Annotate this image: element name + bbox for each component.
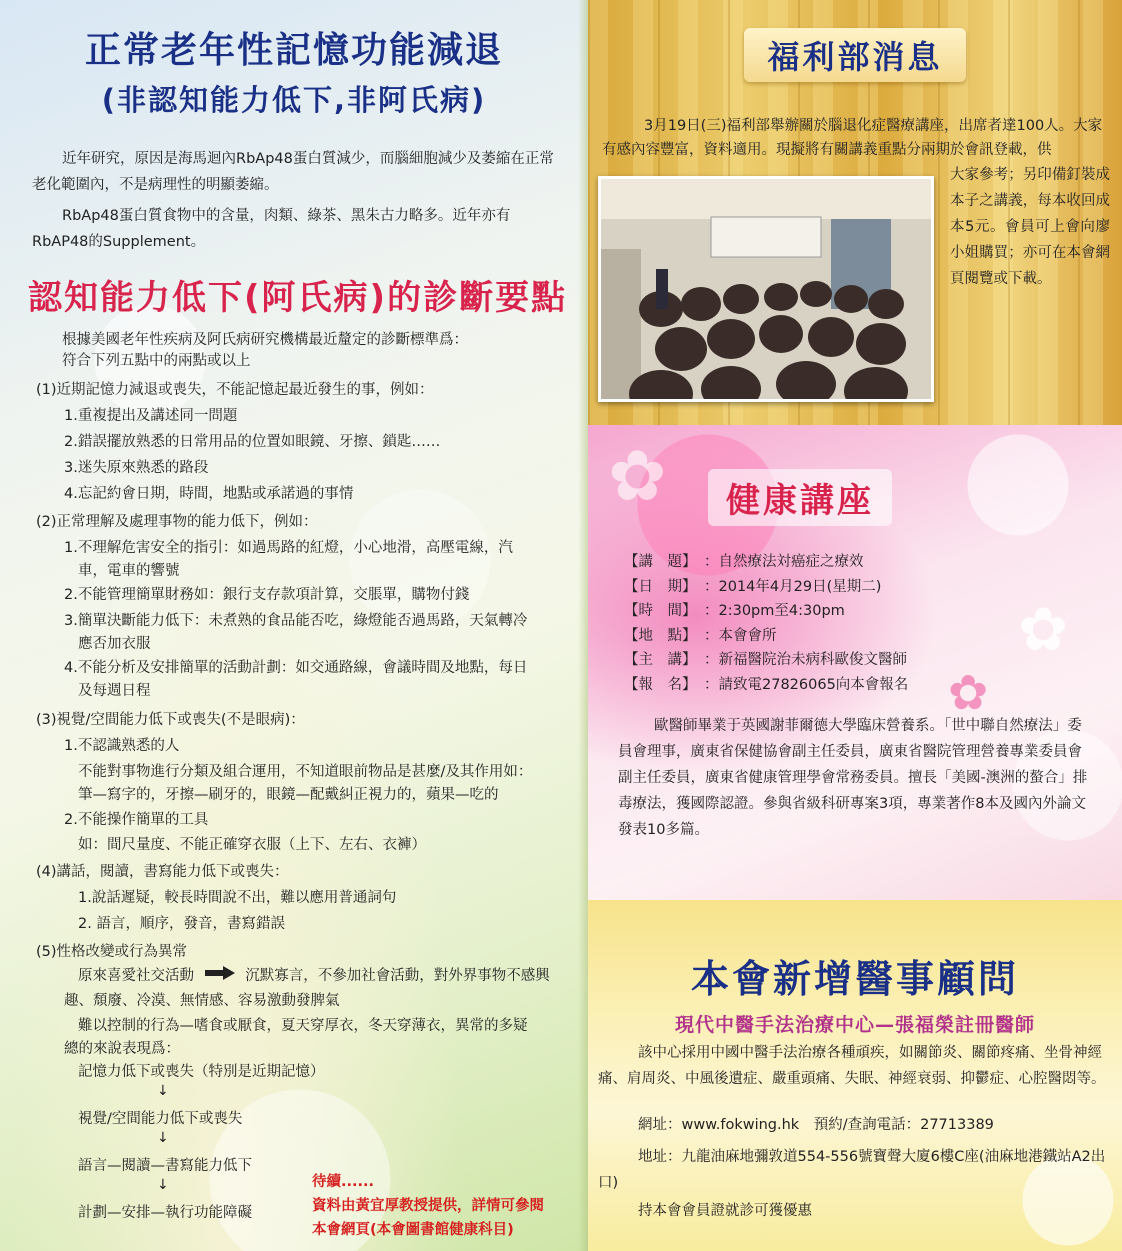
- list-item-text: 原來喜愛社交活動: [78, 968, 194, 984]
- colon-separator: ：: [704, 578, 719, 595]
- section-4: (4)講話，閱讀，書寫能力低下或喪失：: [36, 864, 289, 880]
- welfare-para: 3月19日(三)福利部舉辦關於腦退化症醫療講座，出席者達100人。大家有感內容豐富，資料適用。現擬將有關講義重點分兩期於會訊登載，供: [602, 118, 1103, 158]
- lecture-row: [624, 648, 907, 673]
- advisor-address: 地址：九龍油麻地彌敦道554-556號寶聲大廈6樓C座(油麻地港鐵站A2出口): [598, 1149, 1106, 1191]
- list-item: 2.不能管理簡單財務如：銀行支存款項計算，交脹單，購物付錢: [64, 587, 470, 603]
- lecture-row-value: 2014年4月29日(星期二): [718, 578, 882, 595]
- flow-step: 計劃—安排—執行功能障礙: [78, 1205, 252, 1221]
- colon-separator: ：: [704, 554, 719, 570]
- welfare-title: 福利部消息: [744, 28, 966, 82]
- lecture-row-value: 新福醫院治未病科歐俊文醫師: [718, 652, 907, 669]
- advisor-section: [588, 900, 1122, 1251]
- source-note: 資料由黃宜厚教授提供，詳情可參閱: [312, 1198, 544, 1214]
- lecture-row-label: 【講 題】: [624, 554, 697, 570]
- list-item: 車，電車的響號: [78, 563, 180, 579]
- lecture-section: [588, 425, 1122, 900]
- list-item: 難以控制的行為—嗜食或厭食，夏天穿厚衣，冬天穿薄衣，異常的多疑: [78, 1018, 528, 1034]
- list-item: 1.不理解危害安全的指引：如過馬路的紅燈，小心地滑，高壓電線，汽: [64, 540, 513, 556]
- lecture-row: [624, 673, 908, 698]
- list-item: 如：間尺量度、不能正確穿衣服（上下、左右、衣褲）: [78, 837, 426, 853]
- to-be-continued: 待續......: [312, 1174, 375, 1190]
- down-arrow-icon: ↓: [157, 1177, 169, 1193]
- section-1: (1)近期記憶力減退或喪失，不能記憶起最近發生的事，例如：: [36, 382, 434, 398]
- flow-step: 視覺/空間能力低下或喪失: [78, 1111, 243, 1127]
- colon-separator: ：: [704, 652, 719, 669]
- intro-line: 根據美國老年性疾病及阿氏病研究機構最近釐定的診斷標準爲：: [62, 332, 468, 348]
- list-item: 2.不能操作簡單的工具: [64, 812, 209, 828]
- intro-line: 符合下列五點中的兩點或以上: [62, 353, 251, 369]
- lecture-row-label: 【報 名】: [624, 677, 697, 693]
- list-item: 1.不認識熟悉的人: [64, 738, 180, 754]
- column-divider: [578, 0, 588, 1251]
- advisor-title: 本會新增醫事顧問: [690, 957, 1019, 1001]
- lecture-photo: [598, 176, 934, 402]
- memory-title: 正常老年性記憶功能減退: [84, 30, 503, 71]
- lecture-row-label: 【日 期】: [624, 578, 697, 595]
- lecture-row-value: 2:30pm至4:30pm: [718, 603, 845, 620]
- flower-icon: ✿: [1018, 595, 1069, 665]
- lecture-row-label: 【時 間】: [624, 603, 697, 620]
- list-item: 2.錯誤擺放熟悉的日常用品的位置如眼鏡、牙擦、鎖匙……: [64, 434, 441, 450]
- welfare-para: 大家參考；另印備釘裝成本子之講義，每本收回成本5元。會員可上會向廖小姐購買；亦可在本會網頁閱覽或下載。: [950, 167, 1110, 287]
- list-item: 3.迷失原來熟悉的路段: [64, 460, 209, 476]
- lecture-row-value: 自然療法対癌症之療效: [718, 554, 864, 570]
- flower-icon: ✿: [948, 665, 989, 721]
- flow-step: 記憶力低下或喪失（特別是近期記憶）: [78, 1064, 325, 1080]
- down-arrow-icon: ↓: [157, 1130, 169, 1146]
- member-discount: 持本會會員證就診可獲優惠: [638, 1203, 812, 1219]
- lecture-row: [624, 550, 864, 575]
- colon-separator: ：: [704, 603, 719, 620]
- list-item-text: 沉默寡言，不參加社會活動，對外界事物不感興: [245, 968, 550, 984]
- list-item: 1.說話遲疑，較長時間說不出，難以應用普通詞句: [78, 890, 397, 906]
- lecture-title: 健康講座: [708, 469, 892, 526]
- lecture-row-value: 本會會所: [718, 627, 777, 644]
- section-3: (3)視覺/空間能力低下或喪失(不是眼病)：: [36, 712, 305, 728]
- right-arrow-icon: [205, 963, 235, 989]
- flower-icon: ✿: [608, 435, 667, 517]
- lecture-row: [624, 599, 845, 624]
- lecture-row-label: 【地 點】: [624, 627, 697, 644]
- down-arrow-icon: ↓: [157, 1083, 169, 1099]
- para-rbap48: RbAp48蛋白質食物中的含量，肉類、綠茶、黑朱古力略多。近年亦有RbAP48的Supplement。: [32, 208, 511, 250]
- list-item: 總的來說表現爲：: [64, 1041, 180, 1057]
- welfare-section: [588, 0, 1122, 425]
- list-item: 4.不能分析及安排簡單的活動計劃：如交通路線，會議時間及地點，每日: [64, 660, 528, 676]
- list-item: 應否加衣服: [78, 636, 151, 652]
- lecture-row: [624, 575, 881, 600]
- advisor-website: 網址：www.fokwing.hk 預約/查詢電話：27713389: [638, 1117, 994, 1133]
- diagnosis-title: 認知能力低下(阿氏病)的診斷要點: [28, 278, 568, 318]
- lecture-row-label: 【主 講】: [624, 652, 697, 669]
- flow-step: 語言—閱讀—書寫能力低下: [78, 1158, 252, 1174]
- list-item: 趣、頹廢、冷漠、無情感、容易激動發脾氣: [64, 993, 340, 1009]
- list-item: 3.簡單決斷能力低下：未煮熟的食品能否吃，綠燈能否過馬路，天氣轉冷: [64, 613, 528, 629]
- speaker-bio: 歐醫師畢業于英國謝菲爾德大學臨床營養系。「世中聯自然療法」委員會理事，廣東省保健協會副主任委員，廣東省醫院管理營養專業委員會副主任委員，廣東省健康管理學會常務委員。擅長「美國-澳洲的螯合」排毒療法，獲國際認證。參與省級科研專案3項，專業著作8本及國內外論文發表10多篇。: [618, 718, 1088, 838]
- colon-separator: ：: [704, 677, 719, 693]
- advisor-para: 該中心採用中國中醫手法治療各種頑疾，如關節炎、關節疼痛、坐骨神經痛、肩周炎、中風後遺症、嚴重頭痛、失眠、神經衰弱、抑鬱症、心腔醫悶等。: [598, 1045, 1106, 1087]
- list-item: 4.忘記約會日期，時間，地點或承諾過的事情: [64, 486, 354, 502]
- source-note: 本會網頁(本會圖書館健康科目): [312, 1222, 514, 1238]
- list-item: 不能對事物進行分類及組合運用，不知道眼前物品是甚麼/及其作用如：: [78, 764, 533, 780]
- section-5: (5)性格改變或行為異常: [36, 944, 188, 960]
- section-2: (2)正常理解及處理事物的能力低下，例如：: [36, 514, 318, 530]
- memory-subtitle: (非認知能力低下,非阿氏病): [101, 83, 487, 117]
- list-item: [78, 963, 550, 989]
- para-research: 近年研究，原因是海馬迴內RbAp48蛋白質減少，而腦細胞減少及萎縮在正常老化範圍內，不是病理性的明顯萎縮。: [32, 151, 554, 193]
- advisor-subtitle: 現代中醫手法治療中心—張福榮註冊醫師: [674, 1014, 1035, 1036]
- colon-separator: ：: [704, 627, 719, 644]
- lecture-row: [624, 624, 777, 649]
- list-item: 筆—寫字的，牙擦—刷牙的，眼鏡—配戴糾正視力的，蘋果—吃的: [78, 787, 499, 803]
- list-item: 及每週日程: [78, 683, 151, 699]
- lecture-row-value: 請致電27826065向本會報名: [718, 677, 909, 693]
- list-item: 2. 語言，順序，發音，書寫錯誤: [78, 916, 285, 932]
- list-item: 1.重複提出及講述同一問題: [64, 408, 238, 424]
